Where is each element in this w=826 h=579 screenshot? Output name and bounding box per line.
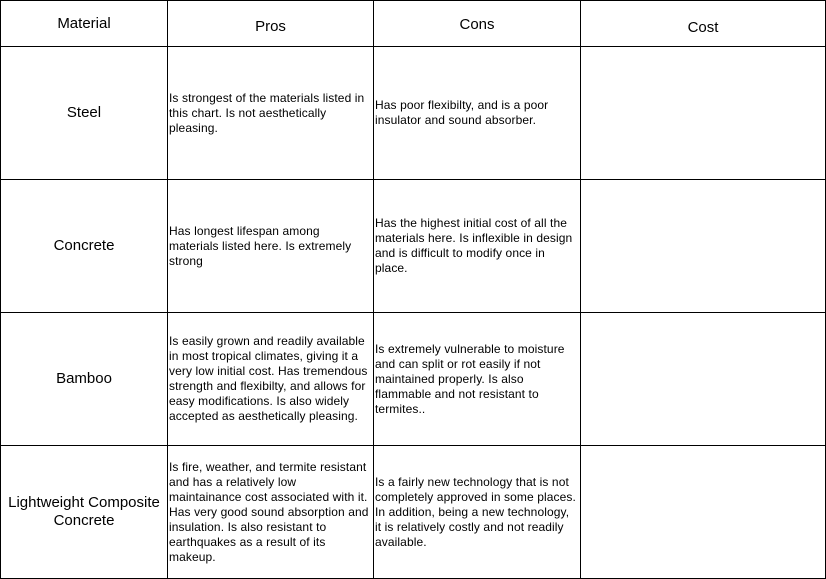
header-cons: Cons: [374, 1, 581, 47]
material-cell: Concrete: [1, 180, 168, 313]
cost-cell: [581, 180, 826, 313]
cost-cell: [581, 446, 826, 579]
header-pros: Pros: [168, 1, 374, 47]
pros-cell: Is strongest of the materials listed in this chart. Is not aesthetically pleasing.: [168, 47, 374, 180]
material-cell: Steel: [1, 47, 168, 180]
cost-cell: [581, 47, 826, 180]
cons-cell: Has the highest initial cost of all the materials here. Is inflexible in design and is difficult to modify once in place.: [374, 180, 581, 313]
cons-cell: Is a fairly new technology that is not completely approved in some places. In addition, being a new technology, it is relatively costly and not readily available.: [374, 446, 581, 579]
header-cost: Cost: [581, 1, 826, 47]
pros-cell: Has longest lifespan among materials listed here. Is extremely strong: [168, 180, 374, 313]
header-material: Material: [1, 1, 168, 47]
pros-cell: Is easily grown and readily available in most tropical climates, giving it a very low initial cost. Has tremendous strength and flexibilty, and allows for easy modifications. Is also widely accepted as aesthetically pleasing.: [168, 313, 374, 446]
pros-cell: Is fire, weather, and termite resistant and has a relatively low maintainance cost associated with it. Has very good sound absorption and insulation. Is also resistant to earthquakes as a result of its makeup.: [168, 446, 374, 579]
header-row: [1, 1, 826, 47]
table-row: [1, 446, 826, 579]
cost-cell: [581, 313, 826, 446]
table-row: [1, 313, 826, 446]
cons-cell: Is extremely vulnerable to moisture and can split or rot easily if not maintained properly. Is also flammable and not resistant to termites..: [374, 313, 581, 446]
material-cell: Bamboo: [1, 313, 168, 446]
material-cell: Lightweight Composite Concrete: [1, 446, 168, 579]
table-row: [1, 47, 826, 180]
cons-cell: Has poor flexibilty, and is a poor insulator and sound absorber.: [374, 47, 581, 180]
table-row: [1, 180, 826, 313]
